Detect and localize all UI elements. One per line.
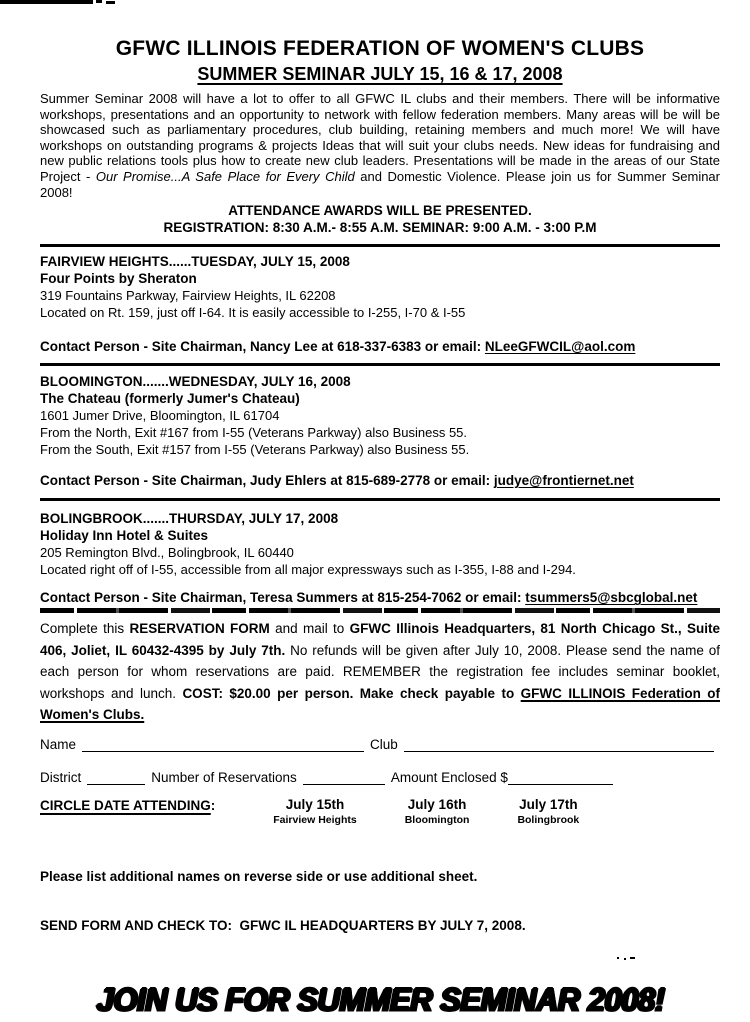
venue-name: The Chateau (formerly Jumer's Chateau) xyxy=(40,391,300,407)
state-project-title: Our Promise...A Safe Place for Every Child xyxy=(95,168,355,184)
contact-text: Contact Person - Site Chairman, Judy Ehlers at 815-689-2778 or email: xyxy=(40,473,494,489)
contact-text: Contact Person - Site Chairman, Nancy Lee at 618-337-6383 or email: xyxy=(40,339,485,355)
additional-names-note: Please list additional names on reverse side or use additional sheet. xyxy=(40,868,478,884)
intro-text-end: and Domestic Violence. Please join us for Summer Seminar 2008! xyxy=(40,168,720,200)
location-header: FAIRVIEW HEIGHTS......TUESDAY, JULY 15, 2008 xyxy=(40,254,350,270)
circle-date-row xyxy=(40,797,720,827)
reservations-field-line xyxy=(303,769,385,785)
section-divider xyxy=(40,498,720,501)
circle-date-label xyxy=(40,797,215,814)
document-title: GFWC ILLINOIS FEDERATION OF WOMEN'S CLUBS xyxy=(115,37,645,60)
payee-emphasis: GFWC ILLINOIS Federation of Women's Clubs. xyxy=(40,685,721,723)
name-club-row xyxy=(40,736,720,753)
district-row xyxy=(40,769,720,786)
date-option-july-16 xyxy=(405,797,470,827)
scan-artifact xyxy=(96,0,102,3)
date-city: Bloomington xyxy=(404,813,470,826)
contact-text: Contact Person - Site Chairman, Teresa Summers at 815-254-7062 or email: xyxy=(40,590,526,606)
district-label: District xyxy=(40,769,82,785)
venue-name: Holiday Inn Hotel & Suites xyxy=(40,528,209,544)
section-divider xyxy=(40,363,720,366)
venue-directions: Located right off of I-55, accessible from all major expressways such as I-355, I-88 and I-294. xyxy=(40,562,576,578)
document-subtitle-text: SUMMER SEMINAR JULY 15, 16 & 17, 2008 xyxy=(197,64,563,84)
date-day: July 17th xyxy=(519,796,578,812)
section-divider xyxy=(40,244,720,247)
footer-notes xyxy=(40,836,720,968)
contact-line xyxy=(40,589,720,606)
venue-address: 319 Fountains Parkway, Fairview Heights, IL 62208 xyxy=(40,288,336,304)
reservation-text: No refunds will be given after July 10, 2008. Please send the name of each person for whom reservations are paid. REMEMBER the registration fee includes seminar booklet, workshops and lunch. xyxy=(40,642,720,701)
venue-address: 1601 Jumer Drive, Bloomington, IL 61704 xyxy=(40,408,280,424)
name-label: Name xyxy=(40,736,77,752)
intro-text: Summer Seminar 2008 will have a lot to offer to all GFWC IL clubs and their members. There will be informative workshops, presentations and an opportunity to network with fellow federation members. Many areas will be will be showcased such as parliamentary procedures, club building, retaining members and much more! We will have workshops on outstanding programs & projects Ideas that will suit your clubs needs. New ideas for fundraising and new public relations tools plus how to create new club leaders. Presentations will be made in the areas of our State Project - xyxy=(40,91,720,184)
date-day: July 15th xyxy=(285,796,345,812)
circle-date-label-text: CIRCLE DATE ATTENDING xyxy=(40,797,211,813)
venue-directions: From the South, Exit #157 from I-55 (Veterans Parkway) also Business 55. xyxy=(40,442,470,458)
venue-address: 205 Remington Blvd., Bolingbrook, IL 60440 xyxy=(40,545,294,561)
location-section-bolingbrook xyxy=(40,510,720,606)
date-option-july-17 xyxy=(517,797,579,827)
send-form-note: SEND FORM AND CHECK TO: GFWC IL HEADQUARTERS BY JULY 7, 2008. xyxy=(40,918,526,934)
venue-directions: From the North, Exit #167 from I-55 (Veterans Parkway) also Business 55. xyxy=(40,425,468,441)
date-city: Fairview Heights xyxy=(273,813,357,826)
amount-field-line xyxy=(508,769,613,785)
mailing-address-emphasis: GFWC Illinois Headquarters, 81 North Chicago St., Suite 406, Joliet, IL 60432-4395 by July 7th. xyxy=(40,621,720,658)
venue-name: Four Points by Sheraton xyxy=(40,271,197,287)
attendance-awards-line: ATTENDANCE AWARDS WILL BE PRESENTED. xyxy=(228,203,532,219)
reservation-instructions xyxy=(40,618,720,726)
circle-date-colon: : xyxy=(210,797,216,813)
contact-email: NLeeGFWCIL@aol.com xyxy=(484,339,636,355)
blotchy-divider xyxy=(40,608,720,613)
location-section-bloomington xyxy=(40,373,720,489)
contact-line xyxy=(40,338,720,355)
reservation-text: Complete this xyxy=(40,621,130,637)
document-subtitle xyxy=(40,63,720,85)
scan-artifact xyxy=(617,957,619,959)
contact-email: tsummers5@sbcglobal.net xyxy=(525,590,698,606)
location-header: BLOOMINGTON.......WEDNESDAY, JULY 16, 2008 xyxy=(40,374,351,390)
reservation-form-emphasis: RESERVATION FORM xyxy=(129,621,270,637)
contact-email: judye@frontiernet.net xyxy=(493,473,634,489)
registration-schedule-line: REGISTRATION: 8:30 A.M.- 8:55 A.M. SEMINAR: 9:00 A.M. - 3:00 P.M xyxy=(163,219,597,235)
club-label: Club xyxy=(370,736,398,752)
district-field-line xyxy=(87,769,145,785)
date-option-july-15 xyxy=(273,797,356,827)
scan-artifact xyxy=(630,957,635,959)
cost-emphasis: COST: $20.00 per person. Make check payable to xyxy=(182,685,521,701)
venue-directions: Located on Rt. 159, just off I-64. It is easily accessible to I-255, I-70 & I-55 xyxy=(40,305,466,321)
amount-label: Amount Enclosed $ xyxy=(390,769,508,785)
location-header: BOLINGBROOK.......THURSDAY, JULY 17, 2008 xyxy=(40,511,339,527)
scan-artifact xyxy=(0,0,93,4)
reservations-label: Number of Reservations xyxy=(151,769,297,785)
club-field-line xyxy=(404,736,714,752)
reservation-text: and mail to xyxy=(269,621,350,637)
name-field-line xyxy=(82,736,364,752)
scan-artifact xyxy=(624,958,626,960)
scan-artifact xyxy=(106,1,115,4)
date-day: July 16th xyxy=(407,796,467,812)
contact-line xyxy=(40,472,720,489)
location-section-fairview-heights xyxy=(40,253,720,355)
join-us-banner: JOIN US FOR SUMMER SEMINAR 2008! xyxy=(96,980,664,1018)
date-city: Bolingbrook xyxy=(517,813,580,826)
intro-paragraph xyxy=(40,91,720,200)
